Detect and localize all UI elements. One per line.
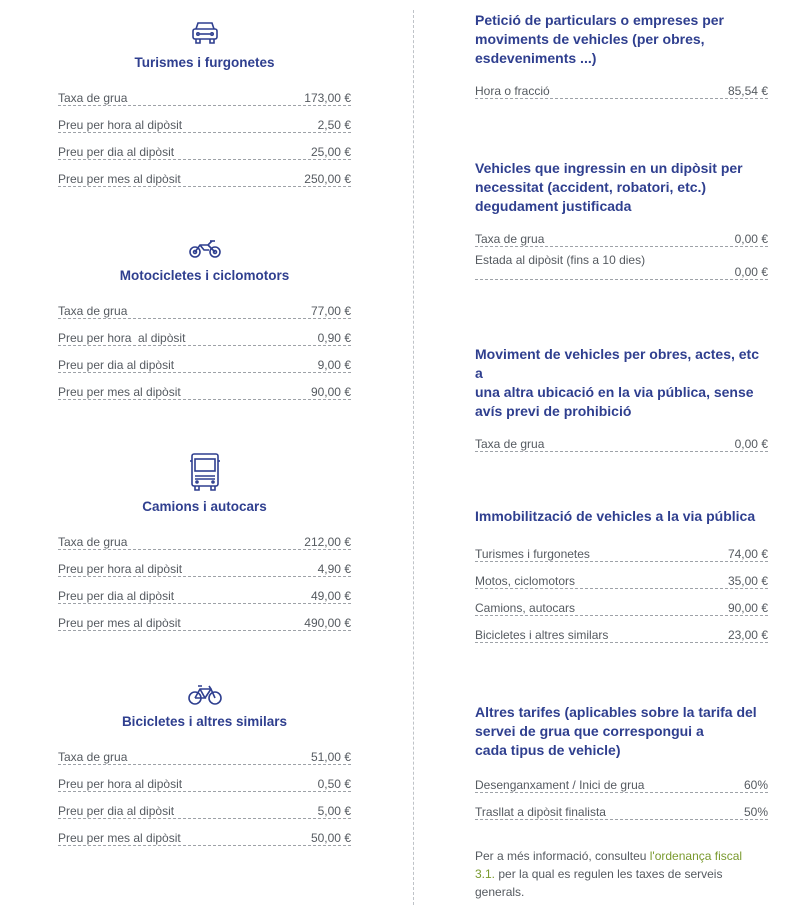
section-peticio	[475, 11, 768, 99]
table-row: Preu per dia al dipòsit 49,00 €	[58, 577, 351, 604]
table-row: Preu per hora al dipòsit 0,90 €	[58, 319, 351, 346]
table-row: Turismes i furgonetes 74,00 €	[475, 537, 768, 562]
motorcycle-icon	[188, 237, 222, 259]
section-title: Camions i autocars	[142, 499, 267, 514]
table-row: Preu per dia al dipòsit 9,00 €	[58, 346, 351, 373]
section-title: Vehicles que ingressin en un dipòsit per necessitat (accident, robatori, etc.) degudament justificada	[475, 160, 743, 214]
section-immobilitzacio	[475, 507, 768, 643]
column-divider	[413, 10, 414, 905]
table-row: Desenganxament / Inici de grua 60%	[475, 768, 768, 793]
section-bicicletes	[58, 682, 351, 846]
car-icon	[191, 20, 219, 46]
table-row: Taxa de grua 212,00 €	[58, 523, 351, 550]
table-row: Preu per hora al dipòsit 2,50 €	[58, 106, 351, 133]
section-title: Motocicletes i ciclomotors	[119, 268, 290, 283]
table-row: Taxa de grua 0,00 €	[475, 222, 768, 247]
ordenanca-fiscal-link[interactable]: l'ordenança fiscal 3.1.	[475, 849, 743, 881]
table-row: Trasllat a dipòsit finalista 50%	[475, 793, 768, 820]
table-row: Camions, autocars 90,00 €	[475, 589, 768, 616]
section-vehicles-diposit	[475, 159, 768, 280]
table-row: Hora o fracció 85,54 €	[475, 74, 768, 99]
table-row: Taxa de grua 0,00 €	[475, 427, 768, 452]
section-motocicletes	[58, 237, 351, 400]
section-moviment	[475, 345, 768, 452]
section-turismes	[58, 20, 351, 187]
table-row: Preu per hora al dipòsit 0,50 €	[58, 765, 351, 792]
table-row: Preu per hora al dipòsit 4,90 €	[58, 550, 351, 577]
section-title: Immobilització de vehicles a la via pública	[475, 508, 756, 524]
section-title: Altres tarifes (aplicables sobre la tarifa del servei de grua que correspongui a cada tipus de vehicle)	[475, 704, 757, 758]
bicycle-icon	[187, 682, 223, 706]
section-title: Moviment de vehicles per obres, actes, etc a una altra ubicació en la via pública, sense avís previ de prohibició	[475, 346, 760, 419]
footer-note: Per a més informació, consulteu l'ordenança fiscal 3.1. per la qual es regulen les taxes de serveis generals.	[475, 849, 743, 899]
table-row: Preu per dia al dipòsit 25,00 €	[58, 133, 351, 160]
table-row: Estada al dipòsit (fins a 10 dies) 0,00 €	[475, 247, 768, 280]
table-row: Motos, ciclomotors 35,00 €	[475, 562, 768, 589]
table-row: Preu per dia al dipòsit 5,00 €	[58, 792, 351, 819]
table-row: Preu per mes al dipòsit 250,00 €	[58, 160, 351, 187]
section-title: Bicicletes i altres similars	[121, 714, 288, 729]
section-title: Turismes i furgonetes	[134, 55, 275, 70]
table-row: Preu per mes al dipòsit 490,00 €	[58, 604, 351, 631]
table-row: Bicicletes i altres similars 23,00 €	[475, 616, 768, 643]
table-row: Taxa de grua 77,00 €	[58, 292, 351, 319]
table-row: Preu per mes al dipòsit 90,00 €	[58, 373, 351, 400]
table-row: Taxa de grua 173,00 €	[58, 79, 351, 106]
table-row: Preu per mes al dipòsit 50,00 €	[58, 819, 351, 846]
table-row: Taxa de grua 51,00 €	[58, 738, 351, 765]
bus-icon	[187, 452, 223, 492]
section-title: Petició de particulars o empreses per moviments de vehicles (per obres, esdeveniments ...)	[475, 12, 724, 66]
section-altres-tarifes	[475, 703, 768, 820]
section-camions	[58, 452, 351, 631]
